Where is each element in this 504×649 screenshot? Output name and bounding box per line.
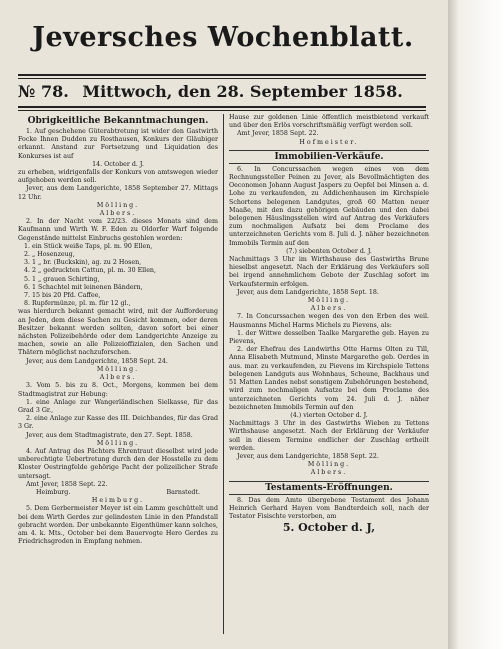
notice-4-name-2: Barnstedt. (166, 488, 200, 496)
continued-text: Hause zur goldenen Linie öffentlich meistbietend verkauft und über den Erlös vorschriftsmäßig verfügt werden soll. (229, 114, 429, 130)
notice-7-name: Mölling. (307, 461, 351, 469)
notice-3-item-b: 2. eine Anlage zur Kasse des III. Deichbandes, für das Grad 3 Gr. (18, 415, 218, 431)
notice-6-name: Mölling. (307, 297, 351, 305)
stolen-items-list (18, 243, 218, 309)
notice-1-name: Mölling. (96, 201, 140, 209)
notice-4-signature: Amt Jever, 1858 Sept. 22. (26, 480, 108, 488)
list-item: 7. 15 bis 20 Pfd. Caffee, (24, 292, 101, 300)
notice-6-by: Albers. (310, 305, 348, 313)
continued-name: Hofmeister. (299, 138, 359, 146)
notice-1-signature: Jever, aus dem Landgerichte, 1858 September 27. Mittags 12 Uhr. (18, 185, 218, 201)
section-heading-real-estate: Immobilien-Verkäufe. (229, 150, 429, 164)
page-edge (448, 0, 504, 649)
notice-5: 5. Dem Gerbermeister Meyer ist ein Lamm geschüttelt und bei dem Wirth Gerdes zur gelindesten Linie in den Pfandstall gebracht worden. Der unbekannte Eigenthümer kann solches, am 4. k. Mts., October bei dem Bauervogte Hero Gerdes zu Friedrichsgroden in Empfang nehmen. (18, 505, 218, 546)
issue-number: № 78. (18, 82, 69, 101)
notice-8: 8. Das dem Amte übergebene Testament des Johann Heinrich Gerhard Hayen vom Bandterdeich soll, nach der Testator Fisischte verstorben, am (229, 496, 429, 520)
issue-date: Mittwoch, den 28. September 1858. (82, 82, 403, 101)
notice-4: 4. Auf Antrag des Pächters Ehrentraut dieselbst wird jede unberechtigte Uebertretung durch den der Hosstelle zu dem Kloster Oestringfelde gehörige Pacht der polizeilicher Strafe untersagt. (18, 447, 218, 480)
notice-7-date: (4.) vierten October d. J. (290, 411, 368, 419)
notice-4-names (18, 489, 218, 497)
notice-7-signature: Jever, aus dem Landgerichte, 1858 Sept. 22. (237, 452, 379, 460)
notice-7-item-b: 2. der Ehefrau des Landwirths Otte Harms Olten zu Till, Anna Elisabeth Mutmund, Minste Margarethe geb. Oerdes in aus. mar. zu verkaufenden, zu Pievens im Kirchspiele Tettens belegenen Landguts aus Wohnhaus, Scheune, Backhaus und 51 Matten Landes nebst sonstigem Zubehörungen bestehend, wird zum nochmaligen Aufsatze bei dem Proclame des unterzeichneten Gerichts vom 24. Juli d. J. näher bezeichneten Immobils Termin auf den (229, 346, 429, 411)
notice-4-by: Heimburg. (91, 497, 145, 505)
notice-6-text: Nachmittags 3 Uhr im Wirthshause des Gastwirths Brune hieselbst angesetzt. Nach der Erklärung des Verkäufers soll bei irgend annehmlichem Gebote der Zuschlag sofort im Verkaufstermin erfolgen. (229, 256, 429, 288)
notice-3-item-a: 1. eine Anlage zur Wangerländischen Sielkasse, für das Grad 3 Gr., (18, 398, 218, 414)
list-item: 8. Rupfermünze, pl. m. für 12 gl., (24, 300, 131, 308)
notice-2: 2. In der Nacht vom 22/23. dieses Monats sind dem Kaufmann und Wirth W. F. Eden zu Oldorfer Warf folgende Gegenstände mittelst Einbruchs gestohlen worden: (18, 218, 218, 242)
left-column (18, 114, 218, 546)
notice-3: 3. Vom 5. bis zu 8. Oct., Morgens, kommen bei dem Stadtmagistrat zur Hebung: (18, 382, 218, 398)
notice-4-name-1: Heimburg. (36, 488, 71, 496)
list-item: 2. „ Hosenzeug, (24, 251, 75, 259)
notice-1-by: Albers. (99, 210, 137, 218)
masthead-title: Jeversches Wochenblatt. (32, 22, 414, 53)
section-heading-official: Obrigkeitliche Bekanntmachungen. (27, 116, 209, 126)
notice-1: 1. Auf geschehene Güterabtretung ist wider den Gastwirth Focke Ihnen Dudden zu Rosthausen, Konkurs der Gläubiger erkannt. Anstand zur Fortsetzung und Liquidation des Konkurses ist auf (18, 128, 218, 160)
section-heading-testaments: Testaments-Eröffnungen. (229, 481, 429, 495)
notice-7-item-a: 1. der Wittwe desselben Taalke Margarethe geb. Hayen zu Pievens, (229, 329, 429, 346)
list-item: 4. 2 „ gedruckten Cattun, pl. m. 30 Ellen, (24, 267, 156, 275)
notice-7-text: Nachmittags 3 Uhr in des Gastwirths Wieben zu Tettens Wirthshause angesetzt. Nach der Erklärung der Verkäufer soll in diesem Termine endlicher der Zuschlag ertheilt werden. (229, 420, 429, 452)
notice-7-by: Albers. (310, 469, 348, 477)
issue-dateline (18, 82, 426, 101)
notice-1-date: 14. October d. J. (92, 160, 144, 168)
notice-6: 6. In Concurssachen wegen eines von dem Rechnungssteller Peinen zu Jever, als Bevollmächtigten des Oeconomen Johann August Jaspers zu Oepfel bei Minsen a. d. Lohe zu verkaufenden, zu Addichenhausen im Kirchspiele Schortens belegenen Landgutes, groß 60 Matten neuer Maaße, mit den dazu gehörigen Gebäuden und den dabei belegenen Häuslingsstellen wird auf Antrag des Verkäufers zum nochmaligen Aufsatz bei dem Proclame des unterzeichneten Gerichts vom 8. Juli d. J. näher bezeichneten Immobils Termin auf den (229, 165, 429, 247)
notice-2-text: was hierdurch bekannt gemacht wird, mit der Aufforderung an Jeden, dem diese Sachen zu Gesicht kommen, oder deren Besitzer bekannt werden sollten, davon sofort bei einer nächsten Polizeibehörde oder dem Landgerichte Anzeige zu machen, sowie an alle Polizeioffizialen, den Sachen und Thätern möglichst nachzuforschen. (18, 308, 218, 357)
list-item: 3. 1 „ br. (Buckskin), ag. zu 2 Hosen, (24, 259, 142, 267)
notice-6-signature: Jever, aus dem Landgerichte, 1858 Sept. 18. (237, 288, 379, 296)
right-column (229, 114, 429, 534)
list-item: 6. 1 Schachtel mit leinenen Bändern, (24, 283, 143, 291)
notice-7: 7. In Concurssachen wegen des von den Erben des weil. Hausmanns Michel Harms Michels zu Pievens, als: (229, 313, 429, 329)
masthead-rule (18, 74, 426, 79)
notice-1-text: zu erheben, widrigenfalls der Konkurs von amtswegen wieder aufgehoben werden soll. (18, 169, 218, 185)
list-item: 5. 1 „ grauen Schirting, (24, 275, 100, 283)
notice-6-date: (7.) siebenten October d. J. (286, 247, 372, 255)
notice-3-signature: Jever, aus dem Stadtmagistrate, den 27. Sept. 1858. (26, 431, 193, 439)
list-item: 1. ein Stück weiße Taps, pl. m. 90 Ellen, (24, 242, 153, 250)
notice-3-name: Mölling. (96, 439, 140, 447)
column-divider (223, 114, 224, 634)
dateline-rule (18, 106, 426, 111)
notice-2-signature: Jever, aus dem Landgerichte, 1858 Sept. 24. (26, 357, 168, 365)
continued-signature: Amt Jever, 1858 Sept. 22. (237, 130, 319, 138)
notice-2-by: Albers. (99, 374, 137, 382)
notice-2-name: Mölling. (96, 365, 140, 373)
notice-8-date: 5. October d. J, (282, 521, 376, 535)
